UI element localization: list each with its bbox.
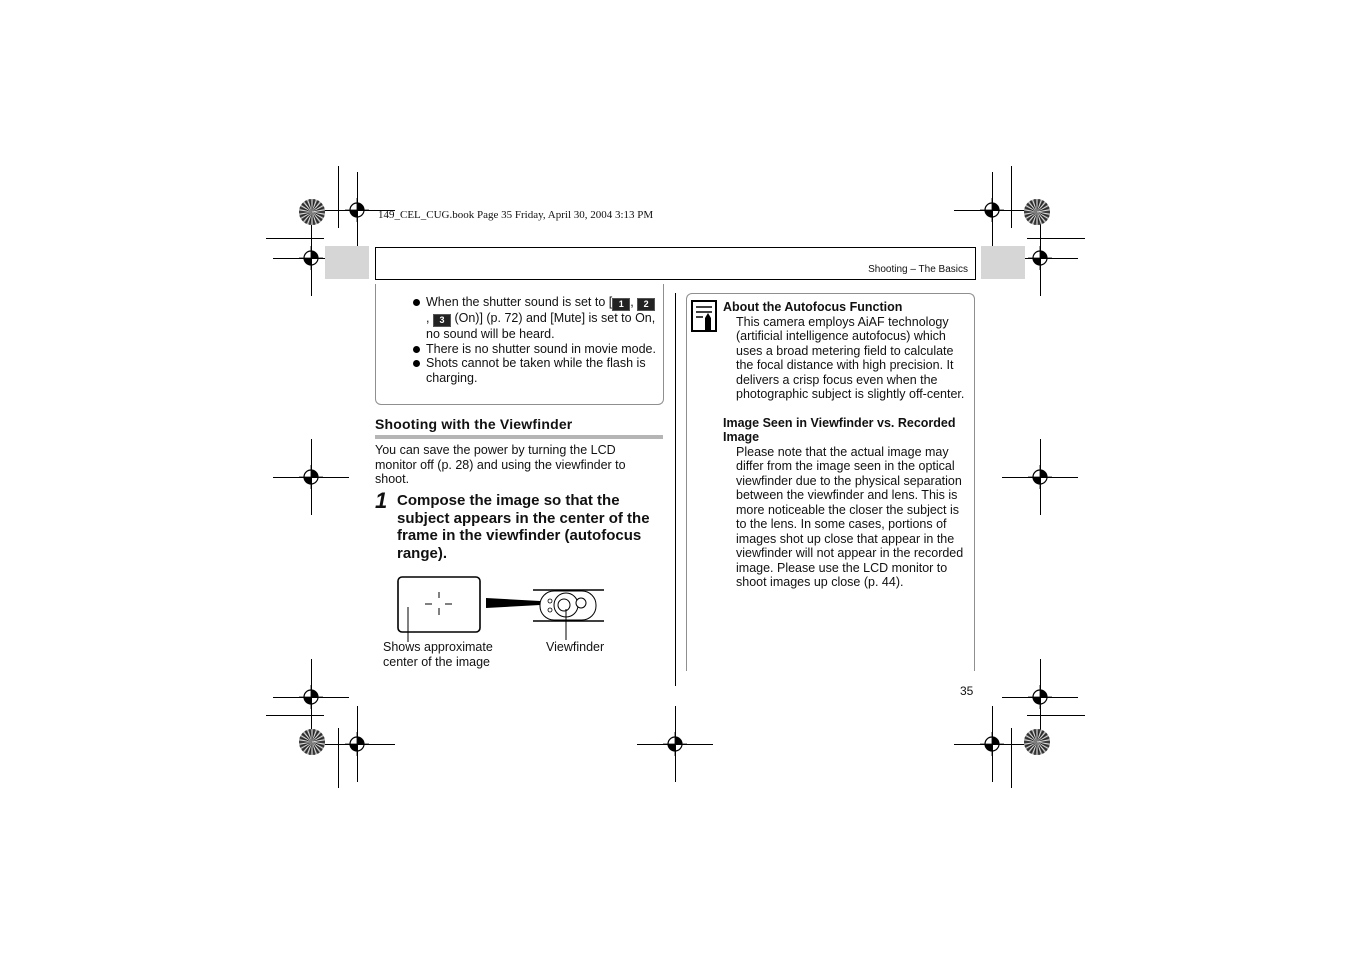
crop-line xyxy=(1011,166,1012,228)
viewfinder-figure xyxy=(380,572,620,644)
crop-line xyxy=(1011,728,1012,788)
star-target-icon xyxy=(298,728,326,756)
crop-line xyxy=(266,715,324,716)
step-instruction: Compose the image so that the subject appears in the center of the frame in the viewfinder (autofocus range). xyxy=(397,492,650,562)
info-box xyxy=(686,293,975,671)
crop-line xyxy=(1027,238,1085,239)
crop-line xyxy=(1040,659,1041,735)
section-intro: You can save the power by turning the LCD monitor off (p. 28) and using the viewfinder to shoot. xyxy=(375,443,626,486)
info-heading-viewfinder: Image Seen in Viewfinder vs. Recorded Image xyxy=(723,415,956,444)
crop-line xyxy=(311,220,312,296)
camera-back-icon xyxy=(533,590,604,621)
sight-line-icon xyxy=(486,598,540,608)
info-content xyxy=(723,300,969,590)
crop-line xyxy=(1040,439,1041,515)
viewfinder-frame-icon xyxy=(398,577,480,632)
book-slug: 149_CEL_CUG.book Page 35 Friday, April 30, 2004 3:13 PM xyxy=(378,209,654,221)
section-title: Shooting with the Viewfinder xyxy=(375,416,573,432)
section-rule xyxy=(375,435,663,439)
crop-line xyxy=(992,706,993,782)
right-thumb-tab xyxy=(981,246,1025,279)
figure-caption-viewfinder: Viewfinder xyxy=(546,640,605,654)
crop-line xyxy=(357,706,358,782)
left-thumb-tab xyxy=(325,246,369,279)
column-divider xyxy=(675,293,676,686)
crop-line xyxy=(338,166,339,228)
list-item: When the shutter sound is set to [ 1 , 2, 3 (On)] (p. 72) and [Mute] is set to On, no sound will be heard. xyxy=(412,295,658,342)
bullet-text: When the shutter sound is set to [ xyxy=(426,295,613,309)
info-body-autofocus: This camera employs AiAF technology (artificial intelligence autofocus) which uses a broad metering field to calculate the focal distance with high precision. It delivers a crisp focus even when the photographic subject is slightly off-center. xyxy=(736,314,965,401)
caution-list xyxy=(412,295,658,385)
figure-caption-center: Shows approximate center of the image xyxy=(383,640,493,669)
step-number: 1 xyxy=(375,488,388,513)
star-target-icon xyxy=(1023,728,1051,756)
sound-2-icon: 2 xyxy=(637,298,655,311)
crop-line xyxy=(266,238,324,239)
running-header xyxy=(375,247,976,280)
crop-line xyxy=(1027,715,1085,716)
star-target-icon xyxy=(1023,198,1051,226)
header-section-label: Shooting – The Basics xyxy=(868,264,968,275)
note-pencil-icon xyxy=(691,300,717,332)
crop-line xyxy=(1040,220,1041,296)
crop-line xyxy=(338,728,339,788)
bullet-text: (On)] (p. 72) and [Mute] is set to On, no sound will be heard. xyxy=(426,311,656,341)
crop-line xyxy=(992,172,993,248)
list-item: Shots cannot be taken while the flash is charging. xyxy=(412,356,658,385)
sound-3-icon: 3 xyxy=(433,314,451,327)
info-body-viewfinder: Please note that the actual image may differ from the image seen in the optical viewfinder due to the physical separation between the viewfinder and lens. This is more noticeable the closer the subject is to the lens. In some cases, portions of images shot up close that appear in the viewfinder will not appear in the recorded image. Please use the LCD monitor to shoot images up close (p. 44). xyxy=(736,444,964,589)
caution-note-box xyxy=(375,284,664,405)
list-item: There is no shutter sound in movie mode. xyxy=(412,342,658,357)
sound-1-icon: 1 xyxy=(612,298,630,311)
crop-line xyxy=(311,659,312,735)
crop-line xyxy=(675,706,676,782)
star-target-icon xyxy=(298,198,326,226)
crop-line xyxy=(357,172,358,248)
crop-line xyxy=(311,439,312,515)
info-heading-autofocus: About the Autofocus Function xyxy=(723,300,903,314)
page-number: 35 xyxy=(960,684,974,698)
